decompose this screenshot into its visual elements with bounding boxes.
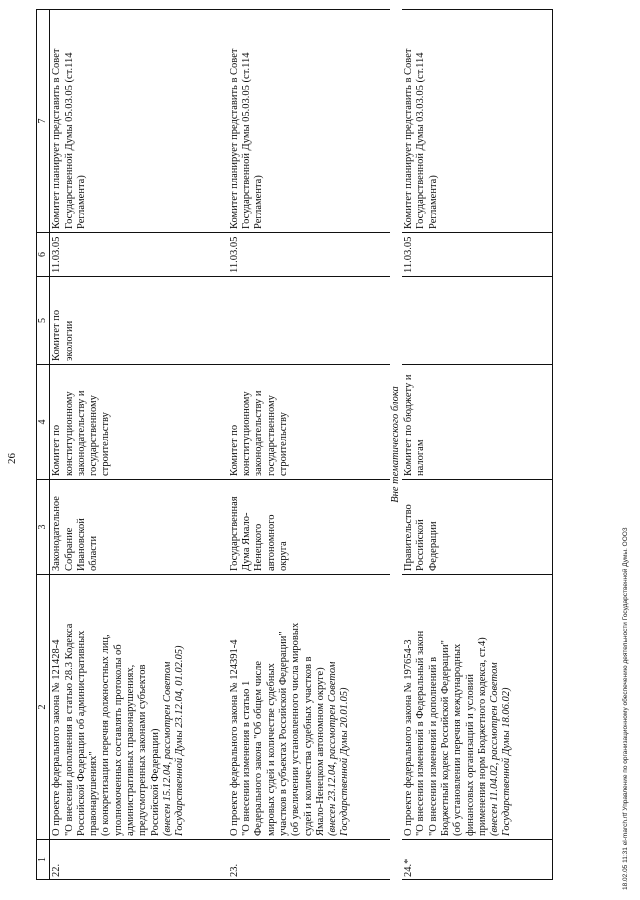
bill-title-line: (о конкретизации перечня должностных лиц, xyxy=(100,634,112,836)
bill-description xyxy=(50,575,228,840)
column-header: 6 xyxy=(37,233,50,277)
bill-note-line: Государственной Думы 18.06.02) xyxy=(501,687,513,836)
bill-title-line: (об установлении перечня международных xyxy=(452,643,464,836)
responsible-committee: Комитет по конституционному законодательству и государственному строительству xyxy=(228,365,390,480)
date: 11.03.05 xyxy=(402,233,552,277)
bill-title-line: уполномоченных составлять протоколы об xyxy=(112,644,124,836)
bill-note-line: Государственной Думы 23.12.04, 01.02.05) xyxy=(174,645,186,836)
co-executor: Комитет по экологии xyxy=(50,277,228,365)
section-title: Вне тематического блока xyxy=(389,386,401,503)
column-header: 7 xyxy=(37,10,50,233)
bill-title-line: О проекте федерального закона № 124391-4 xyxy=(228,639,240,836)
row-number: 24.* xyxy=(402,840,552,880)
co-executor xyxy=(228,277,390,365)
bill-title-line: Ямало-Ненецком автономном округе) xyxy=(314,667,326,836)
bill-title-line: административных правонарушениях, xyxy=(125,664,137,836)
status: Комитет планирует представить в Совет Государственной Думы 05.03.05 (ст.114 Регламента) xyxy=(50,10,228,233)
table-row xyxy=(228,10,390,880)
bill-note-line: (внесен 15.12.04, рассмотрен Советом xyxy=(161,661,173,836)
bill-title-line: Бюджетный кодекс Российской Федерации" xyxy=(439,640,451,836)
status: Комитет планирует представить в Совет Государственной Думы 03.03.05 (ст.114 Регламента) xyxy=(402,10,552,233)
bill-title-line: "О внесении изменения в статью 1 xyxy=(241,680,253,836)
bill-title-line: финансовых организаций и условий xyxy=(464,674,476,836)
bill-note-line: (внесен 23.12.04, рассмотрен Советом xyxy=(327,661,339,836)
bill-title-line: "О внесении изменений в Федеральный закон xyxy=(415,630,427,836)
page-number: 26 xyxy=(6,453,18,464)
table-row xyxy=(50,10,228,880)
column-header: 2 xyxy=(37,575,50,840)
bill-title-line: "О внесении дополнения в статью 28.3 Кодекса xyxy=(63,623,75,836)
column-header: 4 xyxy=(37,365,50,480)
bill-title-line: "О внесении изменений и дополнений в xyxy=(427,656,439,836)
column-header-row xyxy=(37,10,50,880)
bill-title-line: О проекте федерального закона № 121428-4 xyxy=(51,639,63,836)
bill-title-line: Федерального закона "Об общем числе xyxy=(253,660,265,836)
date: 11.03.05 xyxy=(50,233,228,277)
bill-description xyxy=(228,575,390,840)
co-executor xyxy=(402,277,552,365)
section-separator xyxy=(390,10,402,880)
bill-title-line: судей и количества судебных участков в xyxy=(302,656,314,836)
column-header: 1 xyxy=(37,840,50,880)
status: Комитет планирует представить в Совет Государственной Думы 05.03.05 (ст.114 Регламента) xyxy=(228,10,390,233)
bill-description xyxy=(402,575,552,840)
bill-title-line: правонарушениях" xyxy=(88,751,100,836)
bill-title-line: предусмотренных законами субъектов xyxy=(137,664,149,836)
bill-title-line: мировых судей и количестве судебных xyxy=(265,663,277,836)
bill-title-line: О проекте федерального закона № 197654-3 xyxy=(403,639,415,836)
initiator: Государственная Дума Ямало-Ненецкого автономного округа xyxy=(228,480,390,575)
column-header: 3 xyxy=(37,480,50,575)
bill-title-line: участков в субъектах Российской Федерации" xyxy=(277,631,289,836)
bill-note-line: Государственной Думы 20.01.05) xyxy=(339,687,351,836)
bill-title-line: применения норм Бюджетного кодекса, ст.4) xyxy=(476,637,488,836)
initiator: Правительство Российской Федерации xyxy=(402,480,552,575)
column-header: 5 xyxy=(37,277,50,365)
date: 11.03.05 xyxy=(228,233,390,277)
initiator: Законодательное Собрание Ивановской области xyxy=(50,480,228,575)
bill-title-line: Российской Федерации об административных xyxy=(75,630,87,836)
document-footer: 18.02.05 11:31 el-march.rtf Управление по организационному обеспечению деятельности Государственной Думы. ООО3 xyxy=(622,527,629,890)
responsible-committee: Комитет по конституционному законодательству и государственному строительству xyxy=(50,365,228,480)
table-row xyxy=(402,10,552,880)
bills-table xyxy=(36,9,553,880)
bill-note-line: (внесен 11.04.02, рассмотрен Советом xyxy=(489,662,501,836)
row-number: 22. xyxy=(50,840,228,880)
bill-title-line: Российской Федерации) xyxy=(149,728,161,836)
row-number: 23. xyxy=(228,840,390,880)
responsible-committee: Комитет по бюджету и налогам xyxy=(402,365,552,480)
bill-title-line: (об увеличении установленного числа мировых xyxy=(290,622,302,836)
